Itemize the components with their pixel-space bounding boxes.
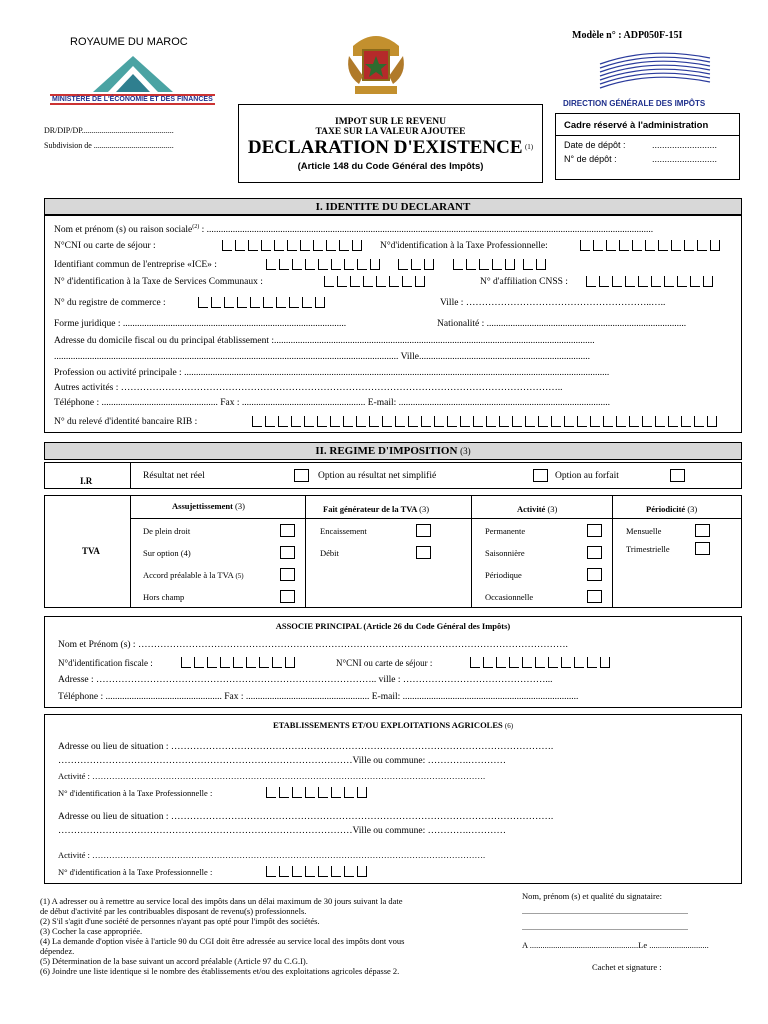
signature-label: Nom, prénom (s) et qualité du signataire: [522, 891, 662, 901]
cnss-label: N° d'affiliation CNSS : [480, 277, 568, 287]
adresse-field-2[interactable]: ................................................................................................................................................. Ville........................................................................ [54, 352, 591, 362]
rib-label: N° du relevé d'identité bancaire RIB : [54, 417, 198, 427]
col3-note: (3) [547, 504, 558, 514]
tsc-label: N° d'identification à la Taxe de Services Communaux : [54, 277, 263, 287]
saisonniere-checkbox[interactable] [587, 546, 602, 559]
etab1-tp-boxes[interactable] [266, 787, 370, 801]
col-fait-generateur-label: Fait générateur de la TVA [323, 504, 417, 514]
rc-label: N° du registre de commerce : [54, 298, 166, 308]
plein-droit-checkbox[interactable] [280, 524, 295, 537]
etab2-adresse2-field[interactable]: …………………………………………………………………………………Ville ou commune: ………….………… [58, 826, 507, 836]
reel-label: Résultat net réel [143, 471, 205, 481]
cachet-label: Cachet et signature : [592, 962, 662, 972]
simplifie-label: Option au résultat net simplifié [318, 471, 437, 481]
col-periodicite [646, 504, 697, 514]
dgi-logo [590, 44, 720, 98]
etab1-tp-label: N° d'identification à la Taxe Professionnelle : [58, 788, 213, 798]
mensuelle-checkbox[interactable] [695, 524, 710, 537]
hors-champ-checkbox[interactable] [280, 590, 295, 603]
simplifie-checkbox[interactable] [533, 469, 548, 482]
etab1-adresse-field[interactable]: Adresse ou lieu de situation : …………………………………………………………………………………………………………. [58, 742, 554, 752]
ice-boxes-2[interactable] [398, 259, 437, 273]
col-fait-generateur [323, 504, 429, 514]
footnote: (4) La demande d'option visée à l'article 90 du CGI doit être adressée au service local des impôts dont vous [40, 936, 405, 946]
num-depot-label: N° de dépôt : [564, 154, 617, 164]
etab-title-label: ETABLISSEMENTS ET/OU EXPLOITATIONS AGRICOLES [272, 720, 503, 730]
section2-title: II. REGIME D'IMPOSITION [315, 445, 458, 457]
date-depot-label: Date de dépôt : [564, 140, 626, 150]
etab-note: (6) [504, 722, 514, 730]
title-article: (Article 148 du Code Général des Impôts) [297, 161, 484, 173]
ville-field[interactable]: Ville : …………………………………………………..….. [440, 298, 666, 308]
encaissement-label: Encaissement [320, 526, 367, 536]
tva-divider-1 [305, 495, 306, 608]
dgi-label: DIRECTION GÉNÉRALE DES IMPÔTS [563, 99, 706, 108]
tp-label: N°d'identification à la Taxe Professionnelle: [380, 241, 548, 251]
signature-dots-1[interactable]: ................................................................................... [522, 907, 688, 916]
accord-prealable [143, 570, 244, 580]
forme-field[interactable]: Forme juridique : .............................................................................................. [54, 319, 347, 329]
col1-note: (3) [235, 501, 245, 511]
tva-divider-3 [612, 495, 613, 608]
rib-boxes[interactable] [252, 416, 720, 430]
ministry-logo [88, 54, 178, 94]
profession-field[interactable]: Profession ou activité principale : ................................................................................................................................................................................... [54, 368, 610, 378]
ice-boxes-4[interactable] [523, 259, 549, 273]
reel-checkbox[interactable] [294, 469, 309, 482]
permanente-checkbox[interactable] [587, 524, 602, 537]
occasionnelle-checkbox[interactable] [587, 590, 602, 603]
associe-if-boxes[interactable] [181, 657, 298, 671]
kingdom-label: ROYAUME DU MAROC [70, 36, 188, 48]
associe-if-label: N°d'identification fiscale : [58, 658, 153, 668]
sur-option-label: Sur option (4) [143, 548, 191, 558]
autres-field[interactable]: Autres activités : ………………………………………………………………………………………………………………………….. [54, 383, 563, 393]
ir-cell-divider [130, 462, 131, 489]
permanente-label: Permanente [485, 526, 526, 536]
etab-title [44, 720, 742, 730]
telephone-field[interactable]: Téléphone : ................................................. Fax : .................................................... E-mail: ......................................................................................... [54, 398, 610, 408]
tva-divider-0 [130, 495, 131, 608]
coat-of-arms-icon [343, 26, 409, 98]
debit-label: Débit [320, 548, 339, 558]
associe-cni-label: N°CNI ou carte de séjour : [336, 658, 433, 668]
accord-checkbox[interactable] [280, 568, 295, 581]
section1-header: I. IDENTITE DU DECLARANT [44, 198, 742, 216]
nom-field[interactable] [54, 224, 734, 235]
admin-title: Cadre réservé à l'administration [556, 114, 739, 136]
etab2-activite-field[interactable]: Activité : …………………………………………………………………………………………………………………………. [58, 850, 486, 860]
col-assujettissement-label: Assujettissement [172, 501, 233, 511]
title-main [239, 137, 542, 161]
signature-dots-2[interactable]: ................................................................................... [522, 923, 688, 932]
associe-nom-field[interactable]: Nom et Prénom (s) : ………………………………………………………………………………………………………………………. [58, 640, 568, 650]
nationalite-field[interactable]: Nationalité : .................................................................................... [437, 319, 687, 329]
tp-boxes[interactable] [580, 240, 723, 254]
footnote: (1) A adresser ou à remettre au service local des impôts dans un délai maximum de 30 jours suivant la date [40, 896, 403, 906]
tva-header-line [130, 518, 742, 519]
encaissement-checkbox[interactable] [416, 524, 431, 537]
title-declaration: DECLARATION D'EXISTENCE [247, 137, 523, 159]
tsc-boxes[interactable] [324, 276, 428, 290]
trimestrielle-checkbox[interactable] [695, 542, 710, 555]
associe-adresse-field[interactable]: Adresse : …………………………………………………………………………….. ville : ………………………………………... [58, 675, 553, 685]
col-activite [517, 504, 557, 514]
date-depot-value[interactable]: .......................... [652, 140, 718, 150]
associe-telephone-field[interactable]: Téléphone : ................................................. Fax : .................................................... E-mail: .......................................................................... [58, 692, 579, 702]
saisonniere-label: Saisonnière [485, 548, 525, 558]
dr-dip-line: DR/DIP/DP.............................................. [44, 126, 174, 135]
accord-note: (5) [235, 572, 244, 580]
cnss-boxes[interactable] [586, 276, 716, 290]
footnote: (5) Détermination de la base suivant un accord préalable (Article 97 du C.G.I). [40, 956, 308, 966]
etab2-tp-label: N° d'identification à la Taxe Professionnelle : [58, 867, 213, 877]
footnote: (6) Joindre une liste identique si le nombre des établissements et/ou des exploitations agricoles dépasse 2. [40, 966, 400, 976]
tva-divider-2 [471, 495, 472, 608]
trimestrielle-label: Trimestrielle [626, 544, 670, 554]
periodique-label: Périodique [485, 570, 522, 580]
ir-label: I.R [80, 476, 93, 486]
periodique-checkbox[interactable] [587, 568, 602, 581]
col2-note: (3) [419, 504, 430, 514]
footnote: (3) Cocher la case appropriée. [40, 926, 143, 936]
col4-note: (3) [687, 504, 698, 514]
col-periodicite-label: Périodicité [646, 504, 686, 514]
subdivision-line: Subdivision de ........................................ [44, 141, 174, 150]
forfait-label: Option au forfait [555, 471, 619, 481]
nom-note: (2) [192, 224, 200, 230]
adresse-field[interactable]: Adresse du domicile fiscal ou du principal établissement :....................................................................................................................................... [54, 336, 595, 346]
nom-label: Nom et prénom (s) ou raison sociale [54, 225, 193, 236]
etab2-adresse-field[interactable]: Adresse ou lieu de situation : …………………………………………………………………………………………………………. [58, 812, 554, 822]
col-activite-label: Activité [517, 504, 546, 514]
rc-boxes[interactable] [198, 297, 328, 311]
col-assujettissement [172, 501, 245, 511]
accord-prealable-label: Accord préalable à la TVA [143, 570, 234, 580]
tva-label: TVA [82, 546, 100, 556]
cni-boxes[interactable] [222, 240, 365, 254]
num-depot-value[interactable]: .......................... [652, 154, 718, 164]
date-depot-row [556, 136, 739, 150]
hors-champ-label: Hors champ [143, 592, 185, 602]
num-depot-row [556, 150, 739, 164]
associe-cni-boxes[interactable] [470, 657, 613, 671]
footnotes [40, 896, 500, 976]
footnote: de début d'activité par les contribuables disposant de revenu(s) professionnels. [40, 906, 307, 916]
model-number: Modèle n° : ADP050F-15I [572, 30, 683, 41]
title-tva: TAXE SUR LA VALEUR AJOUTEE [315, 127, 466, 137]
section2-note: (3) [460, 446, 471, 456]
mensuelle-label: Mensuelle [626, 526, 662, 536]
etab2-tp-boxes[interactable] [266, 866, 370, 880]
footnote: dépendez. [40, 946, 75, 956]
plein-droit-label: De plein droit [143, 526, 191, 536]
admin-box [555, 113, 740, 180]
footnote: (2) S'il s'agit d'une société de personnes n'ayant pas opté pour l'impôt des sociétés. [40, 916, 320, 926]
nom-dots: : ............................................................................................................................................................................................ [199, 225, 654, 236]
ice-label: Identifiant commun de l'entreprise «ICE» : [54, 260, 217, 270]
etab1-adresse2-field[interactable]: …………………………………………………………………………………Ville ou commune: ………….………… [58, 756, 507, 766]
section2-header [44, 442, 742, 460]
etab1-activite-field[interactable]: Activité : …………………………………………………………………………………………………………………………. [58, 771, 486, 781]
ice-boxes-1[interactable] [266, 259, 383, 273]
associe-title: ASSOCIE PRINCIPAL (Article 26 du Code Général des Impôts) [275, 621, 511, 631]
debit-checkbox[interactable] [416, 546, 431, 559]
forfait-checkbox[interactable] [670, 469, 685, 482]
occasionnelle-label: Occasionnelle [485, 592, 534, 602]
ice-boxes-3[interactable] [453, 259, 518, 273]
title-note: (1) [524, 143, 534, 151]
signature-a-le[interactable]: A ...................................................Le ............................ [522, 940, 709, 950]
title-box [238, 104, 543, 183]
sur-option-checkbox[interactable] [280, 546, 295, 559]
cni-label: N°CNI ou carte de séjour : [54, 241, 156, 251]
ministry-label: MINISTÈRE DE L'ÉCONOMIE ET DES FINANCES [52, 96, 213, 103]
title-ir: IMPOT SUR LE REVENU [335, 117, 446, 127]
